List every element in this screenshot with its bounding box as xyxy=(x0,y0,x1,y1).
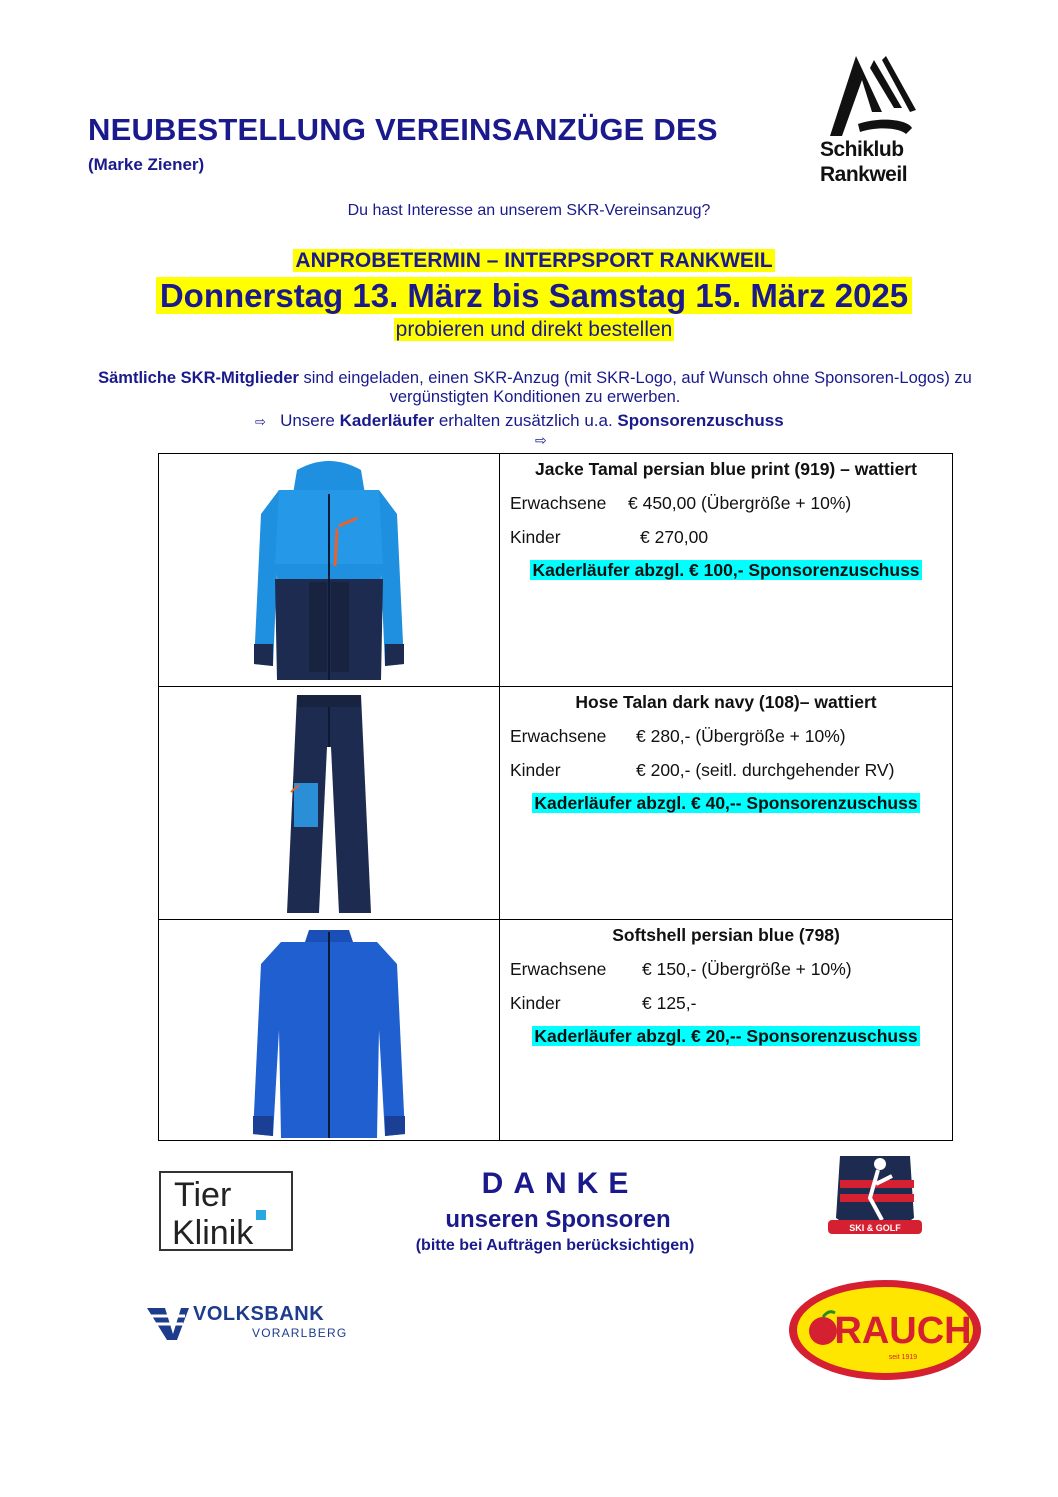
kids-price-line xyxy=(510,527,942,548)
adult-price-line xyxy=(510,726,942,747)
product-title: Jacke Tamal persian blue print (919) – wattiert xyxy=(535,459,917,479)
product-table xyxy=(158,453,953,1141)
appointment-heading xyxy=(0,249,1058,273)
jacket-hood xyxy=(293,461,365,494)
tierklinik-bottom-text: Klinik xyxy=(172,1214,254,1252)
thanks-heading: DANKE xyxy=(481,1167,639,1200)
kids-price-line xyxy=(510,993,942,1014)
appointment-dates xyxy=(0,277,1058,315)
adult-label: Erwachsene xyxy=(510,726,607,746)
try-on-note xyxy=(0,318,1058,342)
adult-price-line xyxy=(510,493,942,514)
product-title: Hose Talan dark navy (108)– wattiert xyxy=(575,692,877,712)
product-info-cell xyxy=(500,920,953,1141)
try-on-text: probieren und direkt bestellen xyxy=(395,318,673,341)
product-title: Softshell persian blue (798) xyxy=(612,925,840,945)
tierklinik-top-text: Tier xyxy=(174,1176,232,1214)
kids-label: Kinder xyxy=(510,760,561,780)
jacket-orange-zip xyxy=(335,529,337,566)
kids-label: Kinder xyxy=(510,993,561,1013)
ski-golf-logo xyxy=(820,1148,930,1248)
product-info-cell xyxy=(500,454,953,687)
cadre-discount-text: Kaderläufer abzgl. € 100,- Sponsorenzuschuss xyxy=(532,560,920,580)
cadre-discount xyxy=(510,1026,942,1047)
members-paragraph xyxy=(90,369,980,407)
rauch-fruit-icon xyxy=(809,1317,837,1345)
product-info-cell xyxy=(500,687,953,920)
members-strong: Sämtliche SKR-Mitglieder xyxy=(98,369,299,387)
logo-swoosh xyxy=(858,120,912,134)
skigolf-red-stripe-2 xyxy=(840,1194,914,1202)
intro-question: Du hast Interesse an unserem SKR-Vereinsanzug? xyxy=(347,202,711,219)
adult-price: € 150,- (Übergröße + 10%) xyxy=(642,959,852,979)
kids-price-line xyxy=(510,760,942,781)
adult-price: € 280,- (Übergröße + 10%) xyxy=(636,726,846,746)
page-title: NEUBESTELLUNG VEREINSANZÜGE DES xyxy=(88,112,718,147)
product-image-cell xyxy=(159,454,500,687)
cadre-mid: erhalten zusätzlich u.a. xyxy=(434,411,618,430)
table-row xyxy=(159,687,953,920)
cadre-discount-text: Kaderläufer abzgl. € 40,-- Sponsorenzuschuss xyxy=(534,793,918,813)
rauch-since: seit 1919 xyxy=(888,1354,918,1361)
pants-image xyxy=(159,687,499,919)
softshell-image xyxy=(159,920,499,1140)
kids-label: Kinder xyxy=(510,527,561,547)
thanks-subheading: unseren Sponsoren xyxy=(445,1206,671,1233)
pants-waistband xyxy=(297,695,361,707)
kids-price: € 270,00 xyxy=(640,527,709,547)
skigolf-banner-text: SKI & GOLF xyxy=(849,1223,901,1233)
cadre-strong: Kaderläufer xyxy=(339,411,435,430)
cadre-strong-2: Sponsorenzuschuss xyxy=(617,411,784,430)
jacket-image xyxy=(159,454,499,686)
members-text: sind eingeladen, einen SKR-Anzug (mit SKR-Logo, auf Wunsch ohne Sponsoren-Logos) zu vergünstigten Konditionen zu erwerben. xyxy=(298,369,972,406)
pants-pocket-print xyxy=(294,783,318,827)
skigolf-figure-head xyxy=(874,1158,886,1170)
arrow-icon: ⇨ xyxy=(255,414,266,429)
cadre-line xyxy=(255,411,784,431)
adult-label: Erwachsene xyxy=(510,959,607,979)
cadre-discount xyxy=(510,560,942,581)
volksbank-region: VORARLBERG xyxy=(252,1326,348,1340)
rauch-wordmark: RAUCH xyxy=(834,1310,972,1352)
page-subtitle: (Marke Ziener) xyxy=(88,155,205,174)
table-row xyxy=(159,920,953,1141)
club-logo-text-2: Rankweil xyxy=(820,163,908,186)
rauch-logo xyxy=(785,1275,985,1385)
appointment-text: ANPROBETERMIN – INTERPSPORT RANKWEIL xyxy=(295,249,773,272)
cadre-discount xyxy=(510,793,942,814)
volksbank-name: VOLKSBANK xyxy=(193,1303,325,1325)
cadre-discount-text: Kaderläufer abzgl. € 20,-- Sponsorenzuschuss xyxy=(534,1026,918,1046)
appointment-dates-text: Donnerstag 13. März bis Samstag 15. März 2025 xyxy=(156,277,912,314)
product-image-cell xyxy=(159,687,500,920)
cadre-pre: Unsere xyxy=(280,411,340,430)
arrow-icon-2: ⇨ xyxy=(535,432,547,448)
adult-price-line xyxy=(510,959,942,980)
product-image-cell xyxy=(159,920,500,1141)
adult-label: Erwachsene xyxy=(510,493,607,513)
club-logo-text-1: Schiklub xyxy=(820,138,904,161)
kids-price: € 125,- xyxy=(642,993,697,1013)
table-row xyxy=(159,454,953,687)
kids-price: € 200,- (seitl. durchgehender RV) xyxy=(636,760,895,780)
thanks-note: (bitte bei Aufträgen berücksichtigen) xyxy=(415,1237,695,1254)
adult-price: € 450,00 (Übergröße + 10%) xyxy=(628,493,852,513)
